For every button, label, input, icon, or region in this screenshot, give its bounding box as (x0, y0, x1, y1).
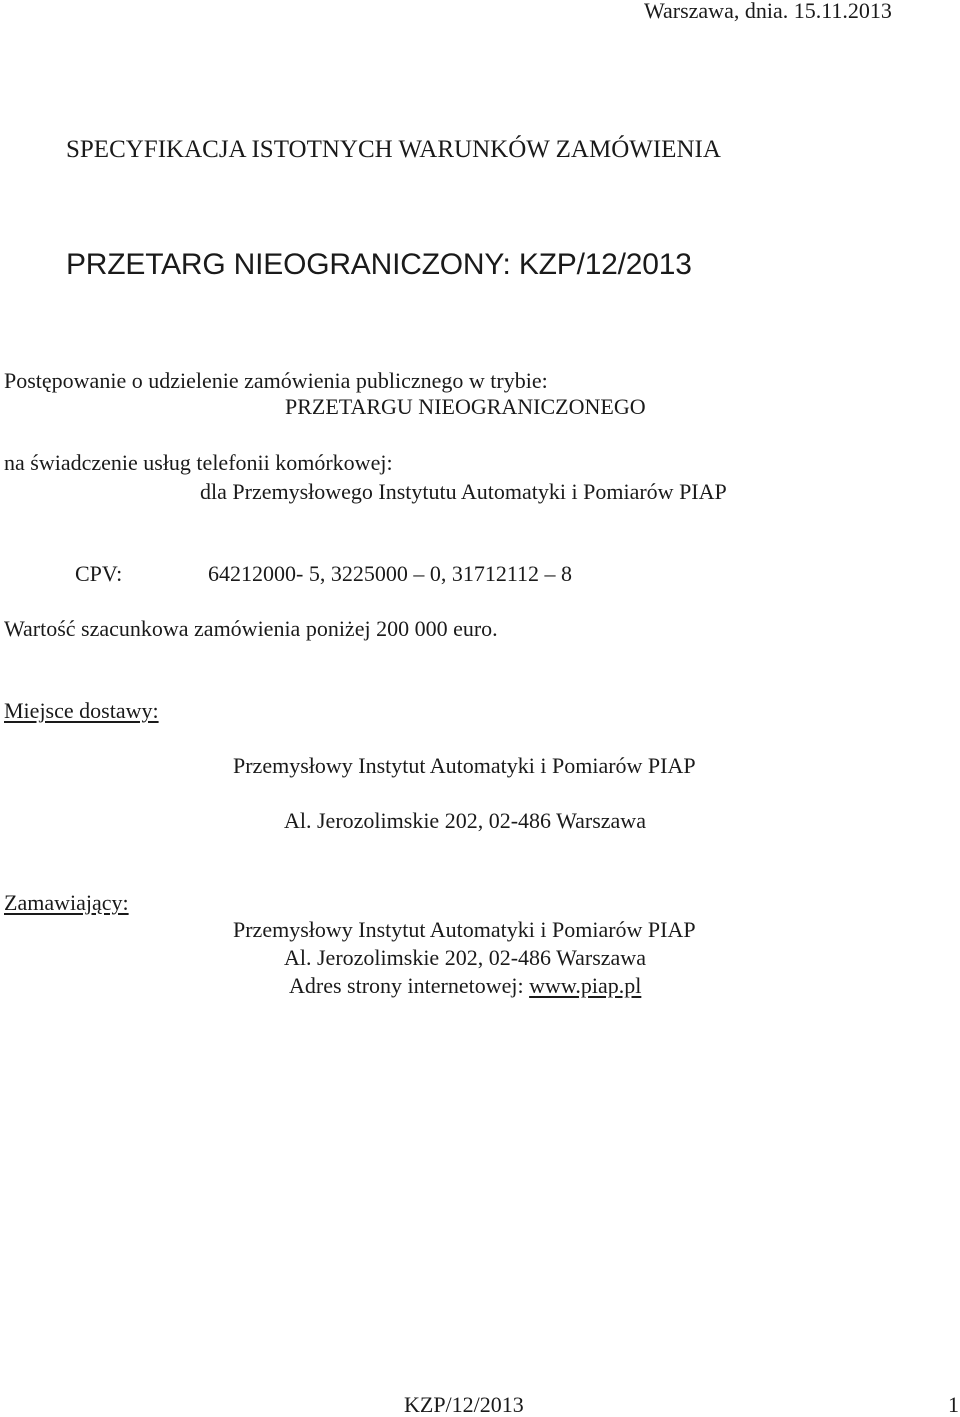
website-line (289, 975, 641, 997)
subject-recipient: dla Przemysłowego Instytutu Automatyki i Pomiarów PIAP (200, 479, 727, 504)
cpv-codes: 64212000- 5, 3225000 – 0, 31712112 – 8 (208, 561, 573, 586)
buyer-address: Al. Jerozolimskie 202, 02-486 Warszawa (284, 945, 646, 970)
procedure-line: Postępowanie o udzielenie zamówienia publicznego w trybie: (4, 368, 548, 393)
delivery-label: Miejsce dostawy: (4, 698, 159, 723)
subject-line: na świadczenie usług telefonii komórkowej: (4, 450, 393, 475)
cpv-label: CPV: (75, 561, 123, 586)
specification-title: SPECYFIKACJA ISTOTNYCH WARUNKÓW ZAMÓWIENIA (66, 136, 721, 163)
buyer-label: Zamawiający: (4, 890, 129, 915)
page-number: 1 (948, 1392, 959, 1417)
website-link[interactable]: www.piap.pl (529, 973, 642, 998)
procedure-mode: PRZETARGU NIEOGRANICZONEGO (285, 394, 646, 419)
delivery-address: Al. Jerozolimskie 202, 02-486 Warszawa (284, 808, 646, 833)
buyer-institute: Przemysłowy Instytut Automatyki i Pomiarów PIAP (233, 917, 696, 942)
tender-title: PRZETARG NIEOGRANICZONY: KZP/12/2013 (66, 248, 692, 281)
date-line: Warszawa, dnia. 15.11.2013 (644, 0, 892, 23)
delivery-institute: Przemysłowy Instytut Automatyki i Pomiarów PIAP (233, 753, 696, 778)
footer-reference: KZP/12/2013 (404, 1392, 524, 1417)
estimated-value: Wartość szacunkowa zamówienia poniżej 200 000 euro. (4, 616, 498, 641)
website-label: Adres strony internetowej: (289, 973, 524, 998)
